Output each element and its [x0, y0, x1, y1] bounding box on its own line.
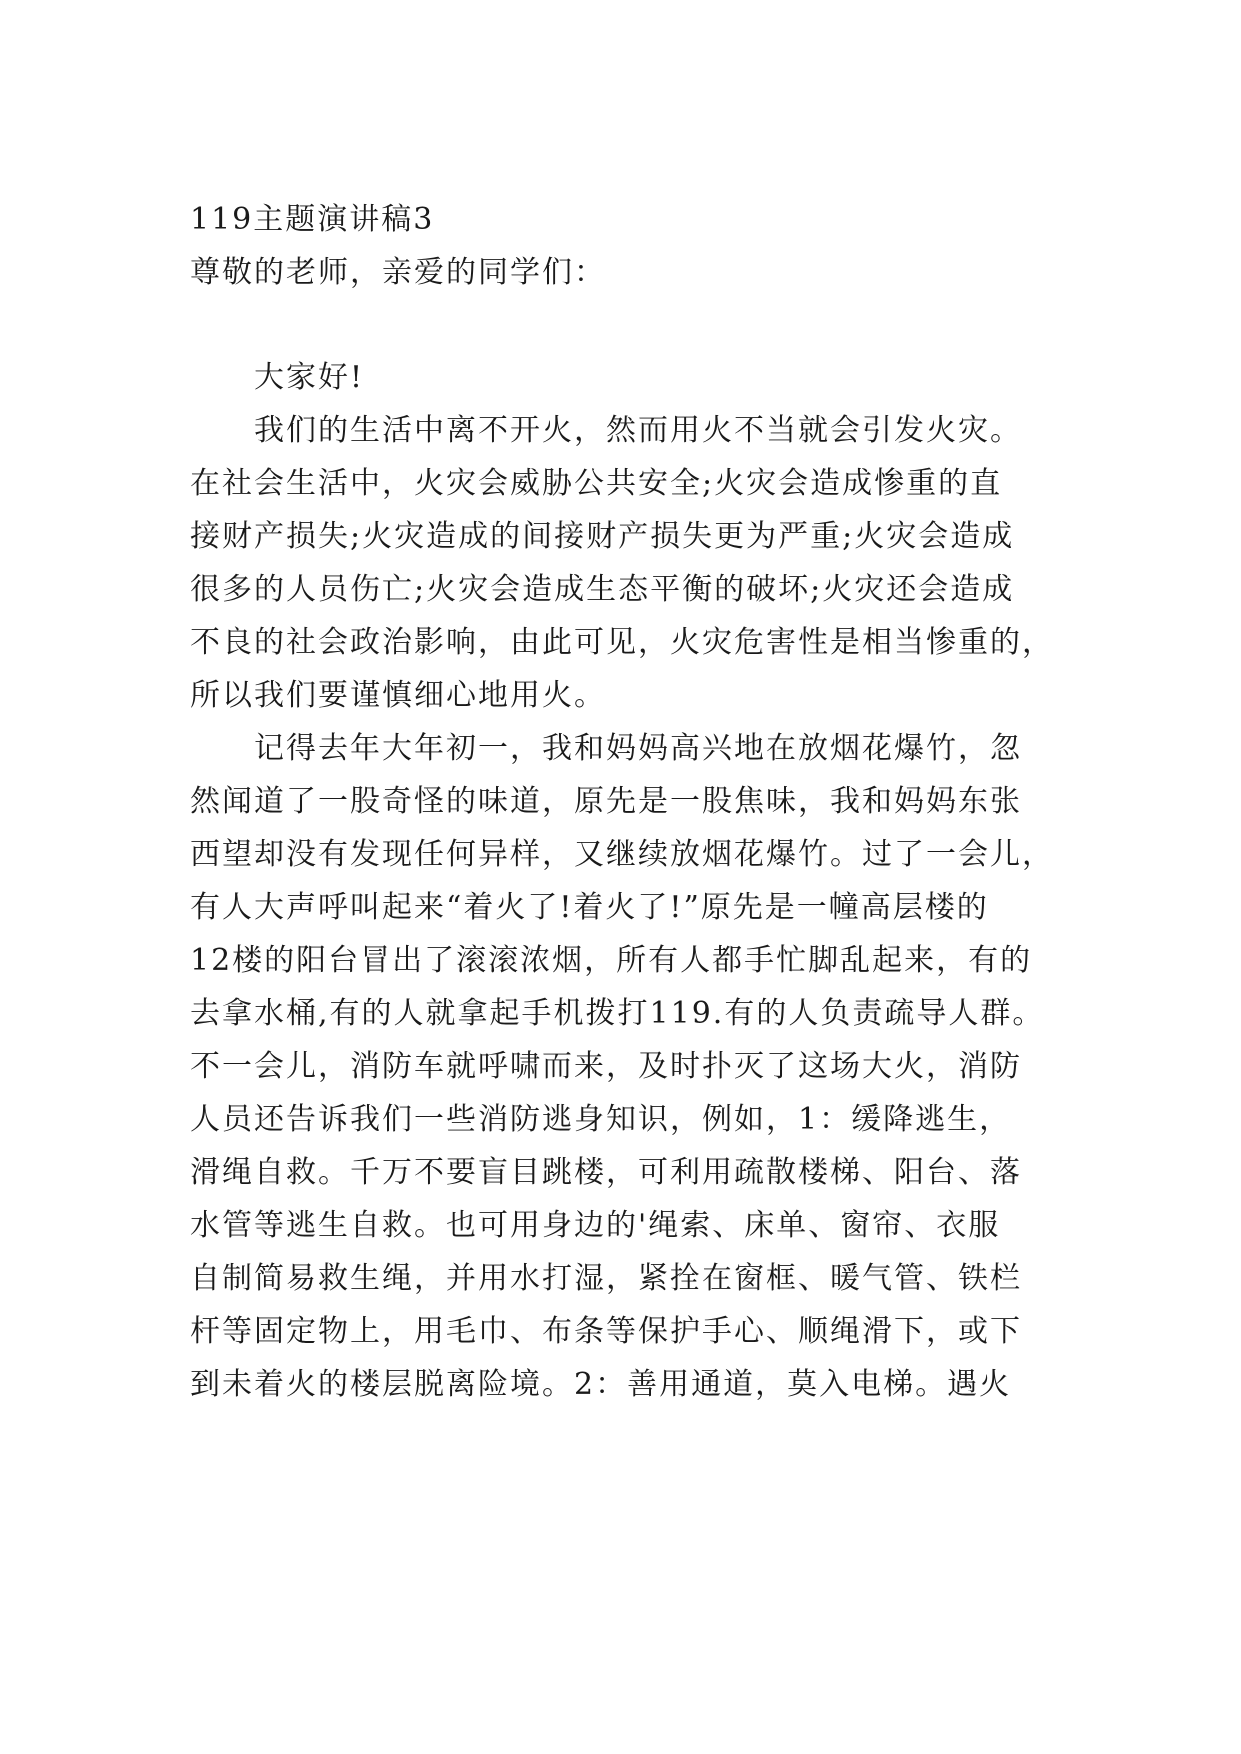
- paragraph-1-line-6: 所以我们要谨慎细心地用火。: [190, 678, 606, 713]
- document-title: 119主题演讲稿3: [190, 202, 435, 237]
- paragraph-2-line-9: 滑绳自救。千万不要盲目跳楼，可利用疏散楼梯、阳台、落: [190, 1155, 1022, 1190]
- salutation: 尊敬的老师，亲爱的同学们：: [190, 255, 606, 290]
- paragraph-2-line-5: 12楼的阳台冒出了滚滚浓烟，所有人都手忙脚乱起来，有的: [190, 943, 1033, 978]
- paragraph-2-line-11: 自制简易救生绳，并用水打湿，紧拴在窗框、暖气管、铁栏: [190, 1261, 1022, 1296]
- paragraph-2-line-1: 记得去年大年初一，我和妈妈高兴地在放烟花爆竹，忽: [254, 731, 1022, 766]
- paragraph-1-line-2: 在社会生活中，火灾会威胁公共安全;火灾会造成惨重的直: [190, 466, 1003, 501]
- greeting: 大家好!: [254, 360, 365, 395]
- paragraph-2-line-6: 去拿水桶,有的人就拿起手机拨打119.有的人负责疏导人群。: [190, 996, 1045, 1031]
- paragraph-2-line-12: 杆等固定物上，用毛巾、布条等保护手心、顺绳滑下，或下: [190, 1314, 1022, 1349]
- paragraph-2-line-2: 然闻道了一股奇怪的味道，原先是一股焦味，我和妈妈东张: [190, 784, 1022, 819]
- paragraph-2-line-7: 不一会儿，消防车就呼啸而来，及时扑灭了这场大火，消防: [190, 1049, 1022, 1084]
- paragraph-2-line-4: 有人大声呼叫起来“着火了!着火了!”原先是一幢高层楼的: [190, 890, 989, 925]
- paragraph-2-line-13: 到未着火的楼层脱离险境。2：善用通道，莫入电梯。遇火: [190, 1367, 1012, 1402]
- paragraph-1-line-4: 很多的人员伤亡;火灾会造成生态平衡的破坏;火灾还会造成: [190, 572, 1015, 607]
- paragraph-2-line-10: 水管等逃生自救。也可用身边的'绳索、床单、窗帘、衣服: [190, 1208, 1001, 1243]
- paragraph-1-line-3: 接财产损失;火灾造成的间接财产损失更为严重;火灾会造成: [190, 519, 1015, 554]
- paragraph-1-line-1: 我们的生活中离不开火，然而用火不当就会引发火灾。: [254, 413, 1022, 448]
- paragraph-2-line-3: 西望却没有发现任何异样，又继续放烟花爆竹。过了一会儿，: [190, 837, 1054, 872]
- paragraph-2-line-8: 人员还告诉我们一些消防逃身知识，例如，1：缓降逃生，: [190, 1102, 1012, 1137]
- paragraph-1-line-5: 不良的社会政治影响，由此可见，火灾危害性是相当惨重的，: [190, 625, 1054, 660]
